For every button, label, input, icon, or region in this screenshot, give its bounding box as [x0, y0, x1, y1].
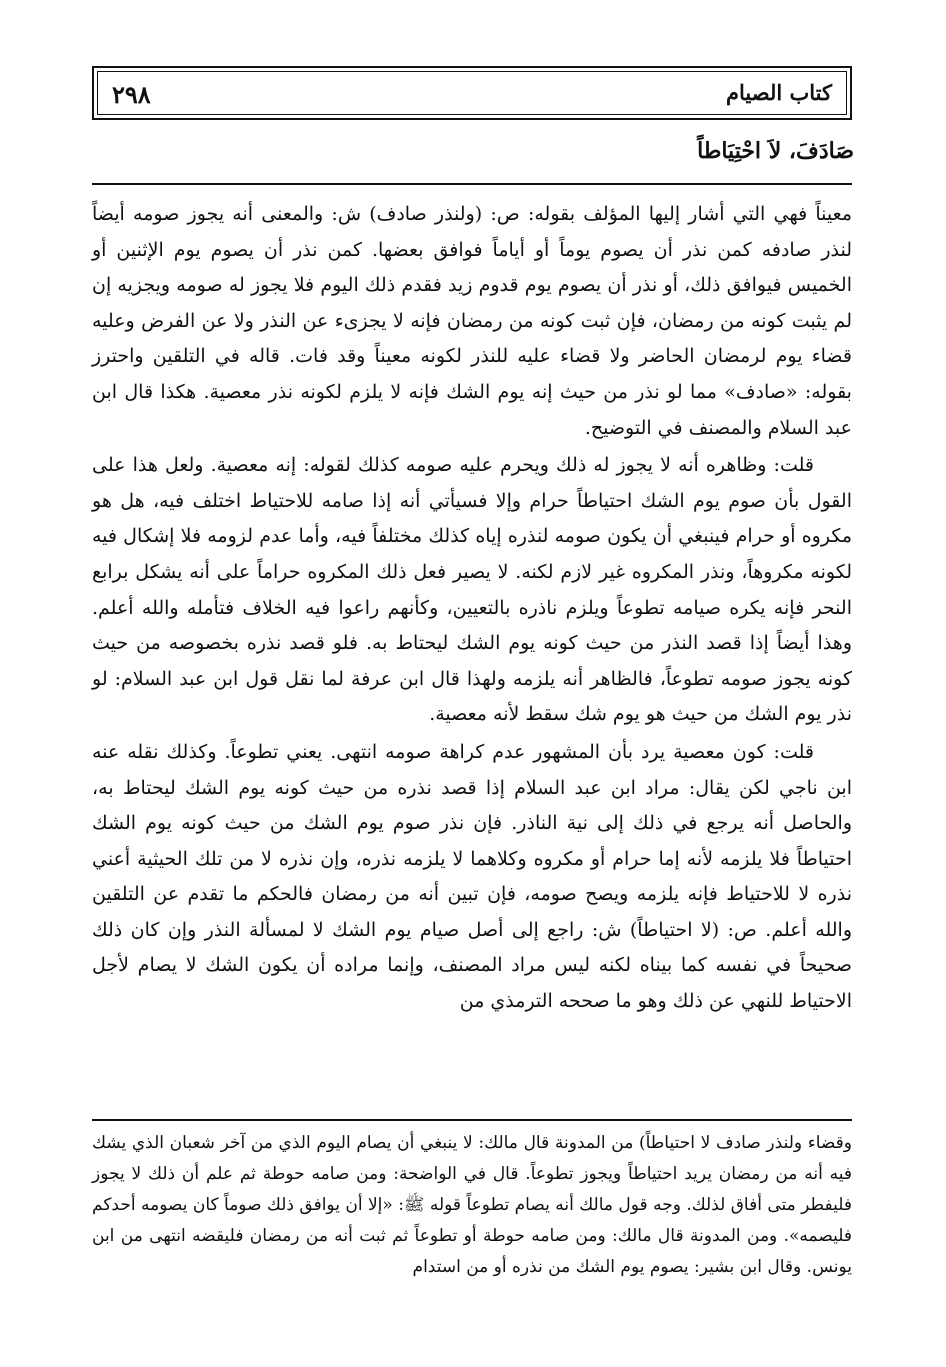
text-line: حراماً على أنه يشكل برابع النحر فإنه يكره صيامه تطوعاً ويلزم ناذره بالتعيين، وكأنهم راعوا	[92, 560, 852, 619]
commentary-paragraph-1	[92, 197, 852, 446]
matn-text: صَادَفَ، لاَ احْتِيَاطاً	[697, 138, 854, 164]
text-line: لزومه فلا إشكال فيه لكونه مكروهاً، ونذر المكروه غير لازم لكنه. لا يصير فعل ذلك المكروه	[92, 525, 852, 583]
text-line: قلت: كون معصية يرد بأن المشهور عدم كراهة صومه انتهى. يعني تطوعاً. وكذلك	[158, 740, 814, 763]
footnote-paragraph	[92, 1128, 852, 1283]
book-title: كتاب الصيام	[726, 80, 832, 105]
text-line: قلت: وظاهره أنه لا يجوز له ذلك ويحرم عليه صومه كذلك لقوله: إنه معصية. ولعل	[157, 454, 814, 477]
text-line: لا من تلك الحيثية أعني نذره لا للاحتياط فإنه يلزمه ويصح صومه، فإن تبين أنه من رمضان	[92, 847, 852, 906]
footnote-line: ذلك صوماً كان يصومه أحدكم فليصمه». ومن المدونة قال مالك: ومن صامه حوطة أو تطوعاً ثم ثبت	[92, 1195, 852, 1246]
footnote-line: أنه من رمضان فليقضه انتهى من ابن يونس. وقال ابن بشير: يصوم يوم الشك من نذره أو من استدام	[92, 1226, 852, 1277]
footnote-divider	[92, 1119, 852, 1121]
text-line: فيه، هل هو مكروه أو حرام فينبغي أن يكون صومه لنذره إياه كذلك مختلفاً فيه، وأما عدم	[92, 489, 852, 548]
text-line: معصية.	[429, 703, 487, 726]
matn-divider	[92, 183, 852, 185]
text-line: فات. قاله في التلقين واحترز بقوله: «صادف» مما لو نذر من حيث إنه يوم الشك فإنه لا يلزم	[92, 345, 852, 403]
text-line: فالحكم ما تقدم عن التلقين والله أعلم. ص: (لا احتياطاً) ش: راجع إلى أصل صيام يوم	[92, 883, 853, 941]
footnote-line: وقضاء ولنذر صادف لا احتياطاً) من المدونة قال مالك: لا ينبغي أن يصام اليوم الذي من آخر شعبان	[164, 1133, 852, 1153]
text-line: الشك لا لمسألة النذر وإن كان ذلك صحيحاً في نفسه كما بيناه لكنه ليس مراد المصنف، وإنما	[92, 918, 853, 977]
commentary-body	[92, 197, 852, 1020]
text-line: أيضاً لنذر صادفه كمن نذر أن يصوم يوماً أو أياماً فوافق بعضها. كمن نذر أن يصوم يوم	[92, 203, 852, 261]
text-line: ليحتاط به، والحاصل أنه يرجع في ذلك إلى نية الناذر. فإن نذر صوم يوم الشك من حيث	[92, 776, 852, 835]
commentary-paragraph-2	[92, 448, 852, 733]
page-number: ٢٩٨	[112, 80, 151, 109]
text-line: هذا على القول بأن صوم يوم الشك احتياطاً حرام وإلا فسيأتي أنه إذا صامه للاحتياط اختلف	[92, 454, 852, 512]
text-line: صومه ويجزيه إن لم يثبت كونه من رمضان، فإن ثبت كونه من رمضان فإنه لا يجزىء عن	[92, 274, 852, 332]
text-line: معيناً فهي التي أشار إليها المؤلف بقوله: ص: (ولنذر صادف) ش: والمعنى أنه يجوز صومه	[124, 203, 852, 225]
text-line: النذر ولا عن الفرض وعليه قضاء يوم لرمضان الحاضر ولا قضاء عليه للنذر لكونه معيناً وقد	[92, 309, 852, 368]
text-line: لكونه نذر معصية. هكذا قال ابن عبد السلام والمصنف في التوضيح.	[92, 380, 852, 439]
text-line: الإثنين أو الخميس فيوافق ذلك، أو نذر أن يصوم يوم قدوم زيد فقدم ذلك اليوم فلا يجوز له	[92, 238, 852, 297]
text-line: كونه يوم الشك احتياطاً فلا يلزمه لأنه إما حرام أو مكروه وكلاهما لا يلزمه نذره، وإن نذره	[92, 812, 852, 870]
footnote-body	[92, 1128, 852, 1283]
page-header	[92, 66, 852, 120]
text-line: فلو قصد نذره بخصوصه من حيث كونه يجوز صومه تطوعاً، فالظاهر أنه يلزمه ولهذا قال ابن	[92, 632, 852, 690]
footnote-line: الذي يشك فيه أنه من رمضان يريد احتياطاً ويجوز تطوعاً. قال في الواضحة: ومن صامه حوطة ثم	[92, 1133, 852, 1184]
text-line: فيه الخلاف فتأمله والله أعلم. وهذا أيضاً إذا قصد النذر من حيث كونه يوم الشك ليحتاط به.	[92, 596, 852, 655]
text-line: مراده أن يكون الشك لا يصام لأجل الاحتياط للنهي عن ذلك وهو ما صححه الترمذي من	[92, 954, 852, 1013]
text-line: عرفة لما نقل قول ابن عبد السلام: لو نذر يوم الشك من حيث هو يوم شك سقط لأنه	[92, 667, 852, 726]
footnote-line: علم أن ذلك لا يجوز فليفطر متى أفاق لذلك. وجه قول مالك أنه يصام تطوعاً قوله ﷺ: «إلا أن يوافق	[92, 1164, 852, 1215]
text-line: نقله عنه ابن ناجي لكن يقال: مراد ابن عبد السلام إذا قصد نذره من حيث كونه يوم الشك	[92, 740, 852, 799]
commentary-paragraph-3	[92, 735, 852, 1020]
